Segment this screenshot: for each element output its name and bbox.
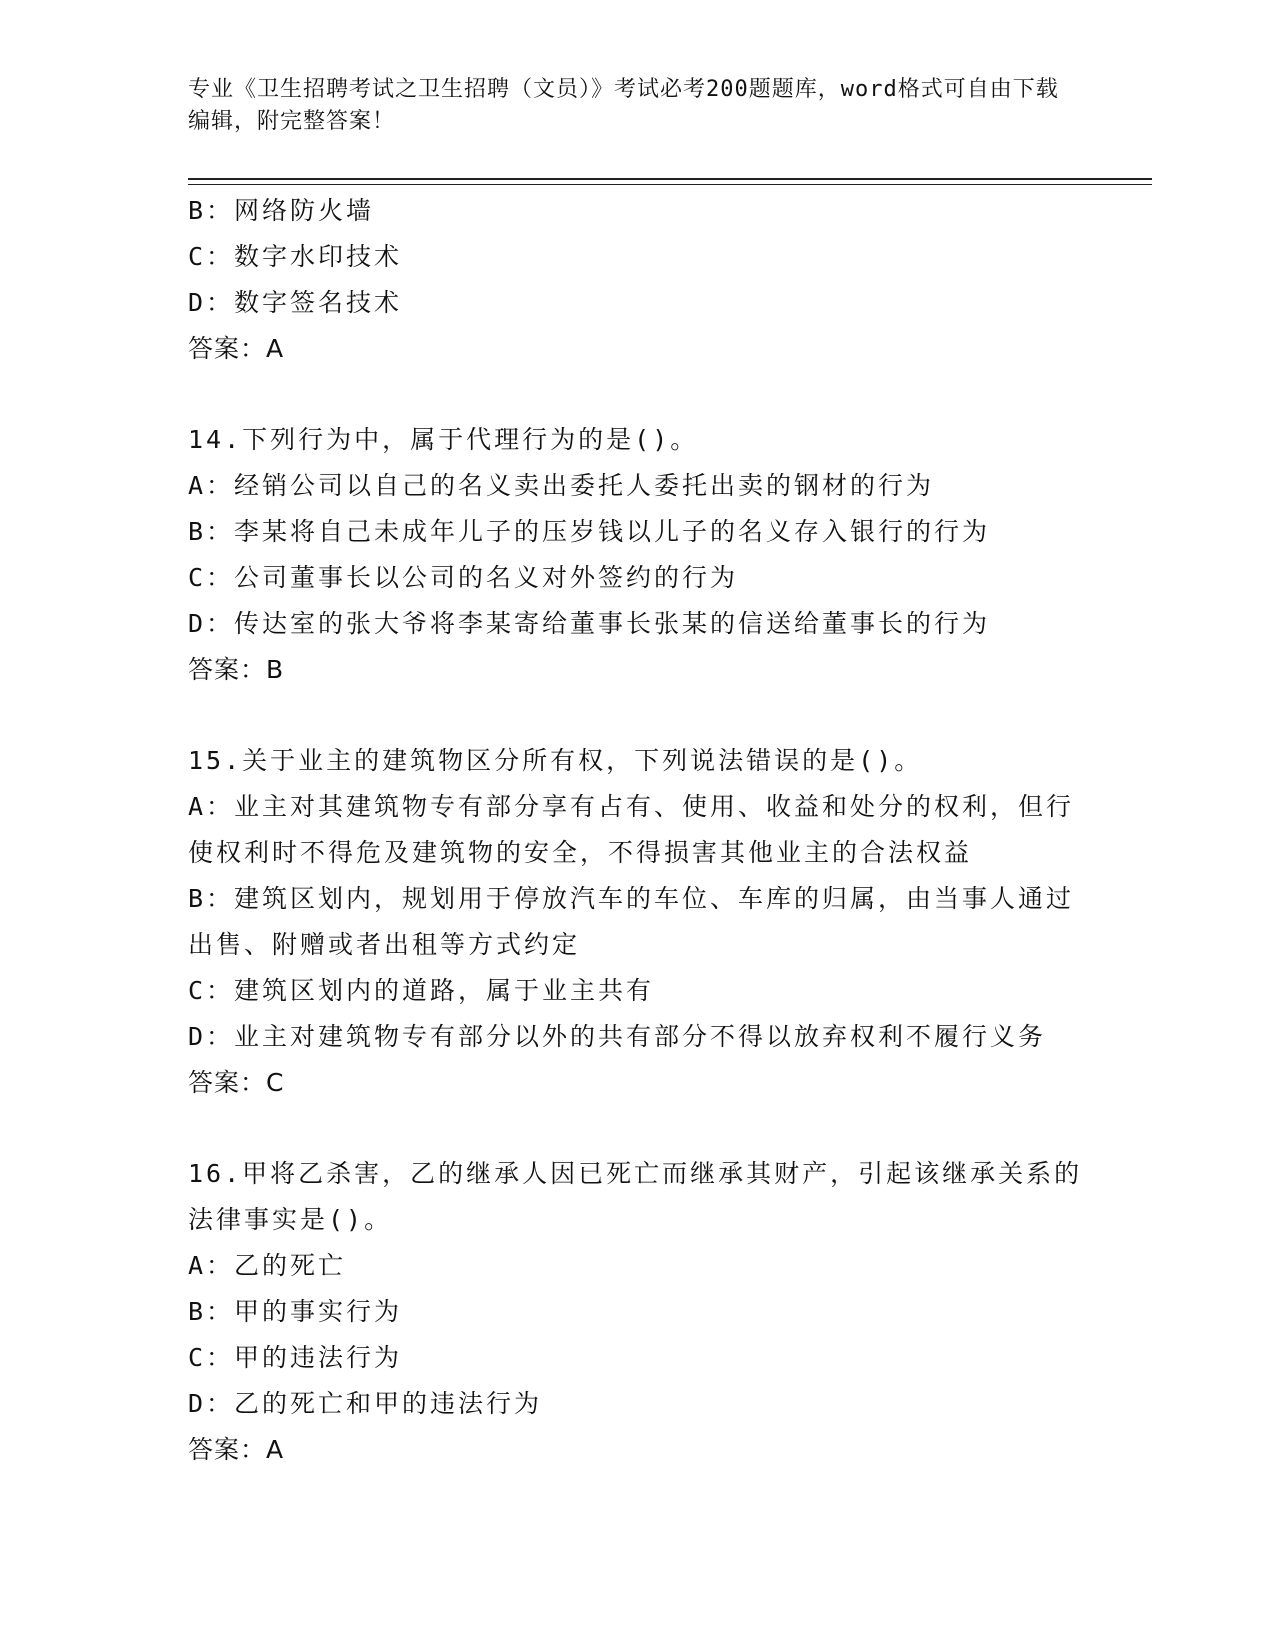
answer: 答案：C [188,1068,285,1097]
option-d: D：数字签名技术 [188,288,403,317]
option-d: D：传达室的张大爷将李某寄给董事长张某的信送给董事长的行为 [188,609,991,638]
question-stem: 15.关于业主的建筑物区分所有权，下列说法错误的是()。 [188,746,923,775]
answer: 答案：B [188,655,285,684]
question-stem: 14.下列行为中，属于代理行为的是()。 [188,425,699,454]
document-header [188,74,1068,138]
header-title: 专业《卫生招聘考试之卫生招聘（文员）》考试必考200题题库，word格式可自由下载编辑，附完整答案！ [188,77,1059,134]
option-b: B：建筑区划内，规划用于停放汽车的车位、车库的归属，由当事人通过出售、附赠或者出租等方式约定 [188,884,1075,959]
option-b: B：甲的事实行为 [188,1297,403,1326]
question-block-14 [188,417,1088,693]
question-block-16 [188,1151,1088,1473]
question-stem: 16.甲将乙杀害，乙的继承人因已死亡而继承其财产，引起该继承关系的法律事实是()。 [188,1159,1083,1234]
question-list [188,188,1088,1473]
option-a: A：业主对其建筑物专有部分享有占有、使用、收益和处分的权利，但行使权利时不得危及建筑物的安全，不得损害其他业主的合法权益 [188,792,1075,867]
option-a: A：经销公司以自己的名义卖出委托人委托出卖的钢材的行为 [188,471,935,500]
option-c: C：公司董事长以公司的名义对外签约的行为 [188,563,739,592]
question-block-15 [188,738,1088,1106]
option-c: C：建筑区划内的道路，属于业主共有 [188,976,655,1005]
option-a: A：乙的死亡 [188,1251,347,1280]
answer: 答案：A [188,334,285,363]
option-c: C：数字水印技术 [188,242,403,271]
option-b: B：网络防火墙 [188,196,375,225]
answer: 答案：A [188,1435,285,1464]
header-divider-thin [188,184,1152,185]
option-d: D：乙的死亡和甲的违法行为 [188,1389,543,1418]
option-d: D：业主对建筑物专有部分以外的共有部分不得以放弃权利不履行义务 [188,1022,1047,1051]
option-b: B：李某将自己未成年儿子的压岁钱以儿子的名义存入银行的行为 [188,517,991,546]
header-divider-thick [188,178,1152,180]
option-c: C：甲的违法行为 [188,1343,403,1372]
question-block-13 [188,188,1088,372]
